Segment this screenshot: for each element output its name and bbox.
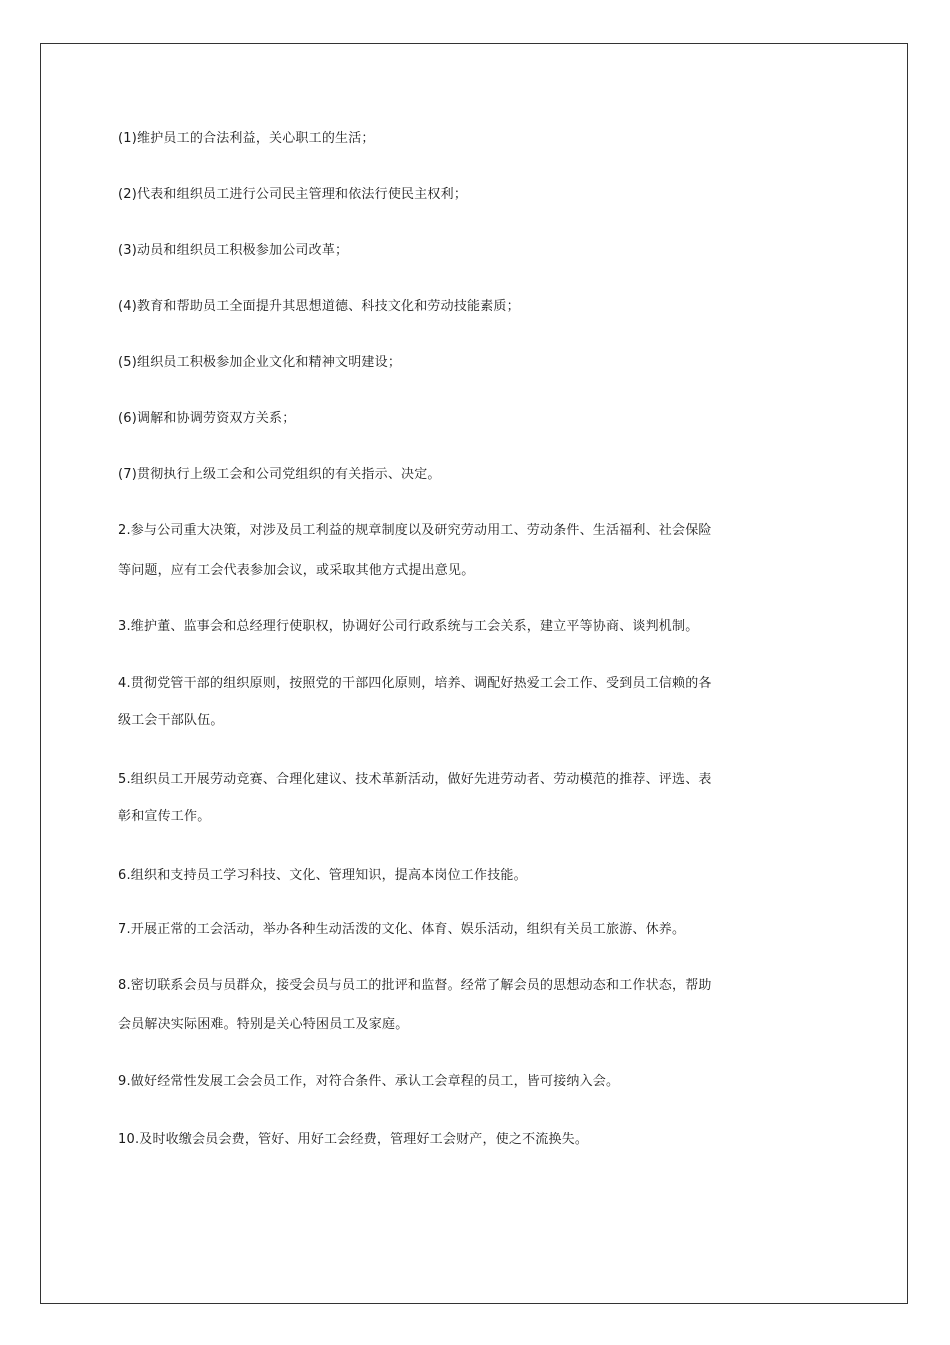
paragraph-6: 6.组织和支持员工学习科技、文化、管理知识，提高本岗位工作技能。 [118, 868, 527, 883]
duty-item-6: (6)调解和协调劳资双方关系； [118, 411, 296, 426]
duty-item-3: (3)动员和组织员工积极参加公司改革； [118, 243, 349, 258]
paragraph-3: 3.维护董、监事会和总经理行使职权，协调好公司行政系统与工会关系，建立平等协商、谈判机制。 [118, 619, 699, 634]
paragraph-4-line-1: 4.贯彻党管干部的组织原则，按照党的干部四化原则，培养、调配好热爱工会工作、受到员工信赖的各 [118, 676, 712, 691]
paragraph-8-line-1: 8.密切联系会员与员群众，接受会员与员工的批评和监督。经常了解会员的思想动态和工作状态，帮助 [118, 978, 712, 993]
page-border [40, 43, 908, 1304]
duty-item-7: (7)贯彻执行上级工会和公司党组织的有关指示、决定。 [118, 467, 441, 482]
paragraph-2-line-1: 2.参与公司重大决策，对涉及员工利益的规章制度以及研究劳动用工、劳动条件、生活福利、社会保险 [118, 523, 712, 538]
duty-item-4: (4)教育和帮助员工全面提升其思想道德、科技文化和劳动技能素质； [118, 299, 520, 314]
paragraph-2-line-2: 等问题，应有工会代表参加会议，或采取其他方式提出意见。 [118, 563, 475, 578]
paragraph-5-line-2: 彰和宣传工作。 [118, 809, 211, 824]
duty-item-2: (2)代表和组织员工进行公司民主管理和依法行使民主权利； [118, 187, 468, 202]
paragraph-10: 10.及时收缴会员会费，管好、用好工会经费，管理好工会财产，使之不流换失。 [118, 1132, 589, 1147]
duty-item-5: (5)组织员工积极参加企业文化和精神文明建设； [118, 355, 402, 370]
paragraph-9: 9.做好经常性发展工会会员工作，对符合条件、承认工会章程的员工，皆可接纳入会。 [118, 1074, 620, 1089]
duty-item-1: (1)维护员工的合法利益，关心职工的生活； [118, 131, 375, 146]
paragraph-4-line-2: 级工会干部队伍。 [118, 713, 224, 728]
paragraph-8-line-2: 会员解决实际困难。特别是关心特困员工及家庭。 [118, 1017, 409, 1032]
paragraph-5-line-1: 5.组织员工开展劳动竞赛、合理化建议、技术革新活动，做好先进劳动者、劳动模范的推荐、评选、表 [118, 772, 712, 787]
paragraph-7: 7.开展正常的工会活动，举办各种生动活泼的文化、体育、娱乐活动，组织有关员工旅游、休养。 [118, 922, 686, 937]
